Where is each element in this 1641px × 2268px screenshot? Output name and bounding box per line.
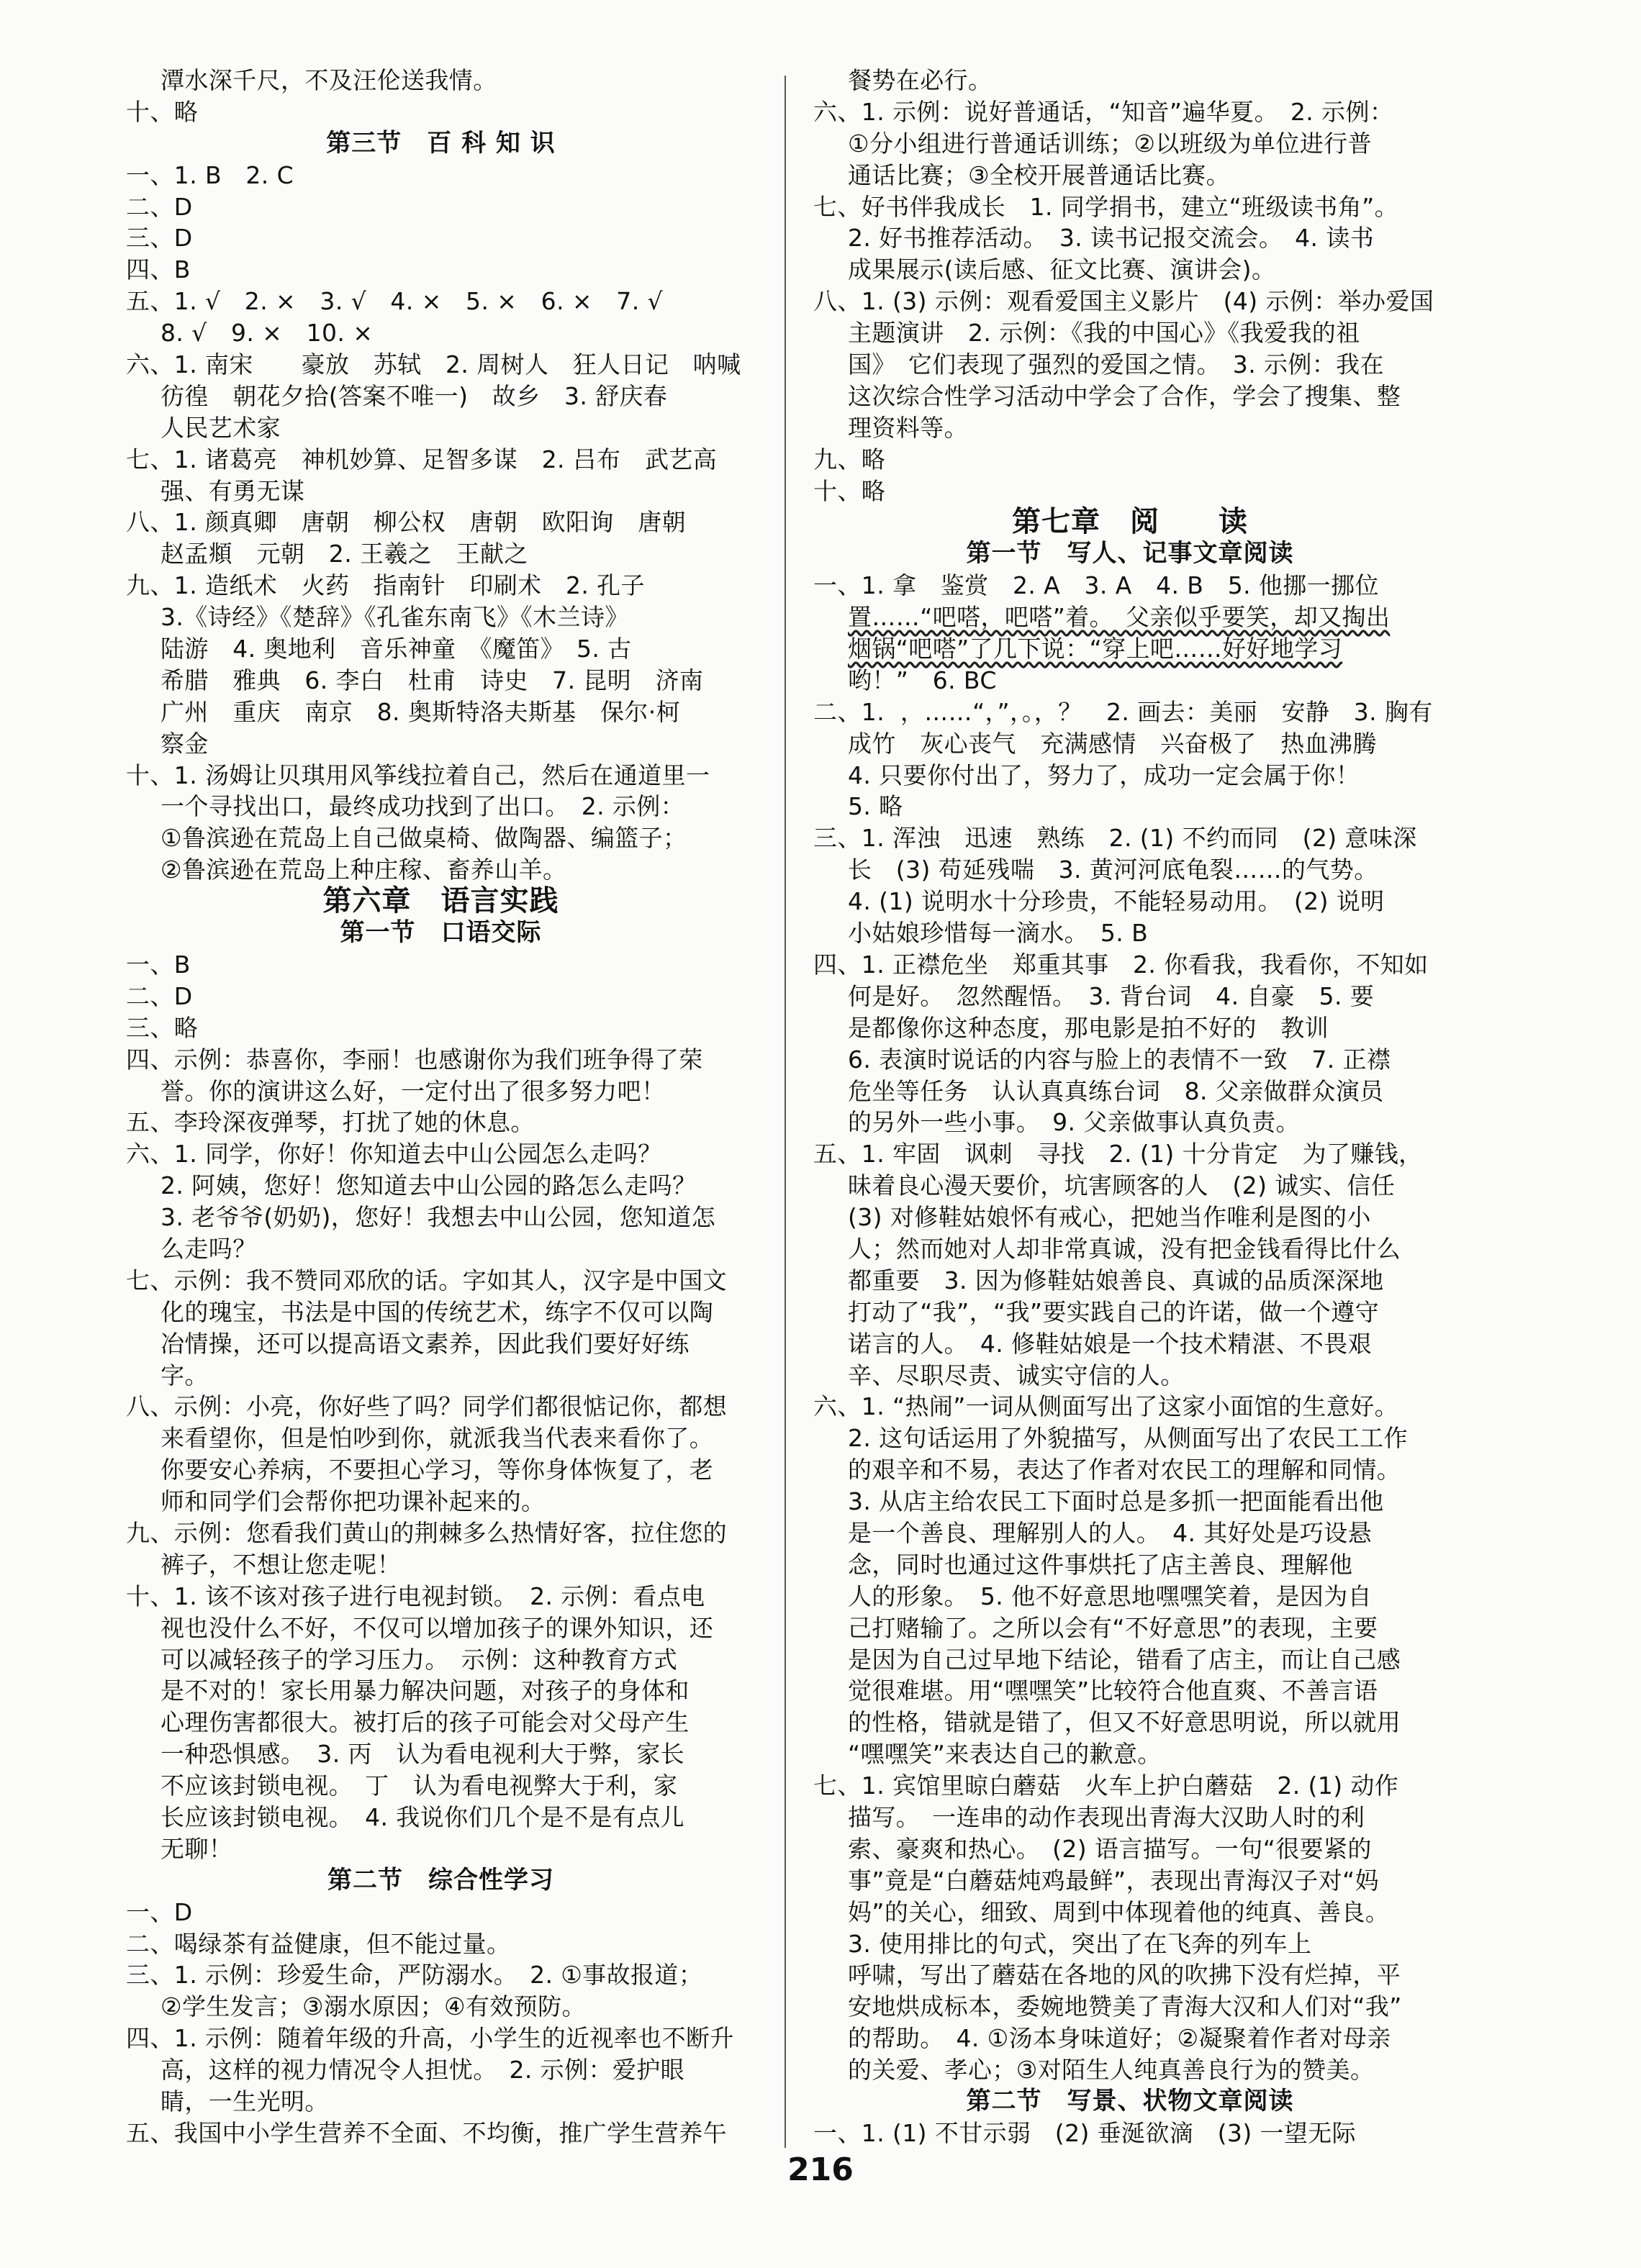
line-text: 七、好书伴我成长 1. 同学捐书，建立“班级读书角”。 xyxy=(813,192,1398,221)
line-text: 打动了“我”，“我”要实践自己的许诺，做一个遵守 xyxy=(848,1297,1379,1326)
answer-line xyxy=(126,1833,756,1865)
answer-line xyxy=(813,570,1447,602)
answer-line xyxy=(813,160,1447,191)
line-text: 一、D xyxy=(126,1897,193,1926)
answer-line xyxy=(813,822,1447,854)
answer-line xyxy=(813,854,1447,886)
answer-line xyxy=(813,1833,1447,1865)
answer-line xyxy=(126,2054,756,2086)
line-text: 裤子，不想让您走呢！ xyxy=(161,1550,401,1579)
line-text: 辛、尽职尽责、诚实守信的人。 xyxy=(848,1361,1185,1389)
line-text: 七、示例：我不赞同邓欣的话。字如其人，汉字是中国文 xyxy=(126,1266,727,1294)
answer-line xyxy=(813,191,1447,223)
line-text: 九、示例：您看我们黄山的荆棘多么热情好客，拉住您的 xyxy=(126,1518,727,1547)
line-text: 二、D xyxy=(126,981,193,1010)
line-text: ①鲁滨逊在荒岛上自己做桌椅、做陶器、编篮子； xyxy=(161,824,687,853)
answer-line xyxy=(126,602,756,633)
answer-line xyxy=(813,1518,1447,1549)
answer-line xyxy=(126,286,756,317)
answer-line xyxy=(813,65,1447,96)
answer-line xyxy=(126,191,756,223)
answer-line xyxy=(126,160,756,191)
answer-line xyxy=(126,65,756,96)
section-heading xyxy=(126,1865,756,1897)
answer-line xyxy=(813,1959,1447,1991)
answer-line xyxy=(813,1328,1447,1360)
line-text: 察金 xyxy=(161,729,209,758)
answer-line xyxy=(813,981,1447,1012)
answer-line xyxy=(813,1486,1447,1518)
line-text: 九、略 xyxy=(813,445,886,473)
answer-line xyxy=(126,1991,756,2023)
answer-line xyxy=(813,791,1447,822)
line-text: “嘿嘿笑”来表达自己的歉意。 xyxy=(848,1740,1162,1769)
line-text: 五、我国中小学生营养不全面、不均衡，推广学生营养午 xyxy=(126,2118,727,2147)
answer-line xyxy=(126,1707,756,1738)
line-text: 己打赌输了。之所以会有“不好意思”的表现，主要 xyxy=(848,1613,1378,1642)
answer-line xyxy=(813,222,1447,254)
line-text: 妈”的关心，细致、周到中体现着他的纯真、善良。 xyxy=(848,1897,1390,1926)
answer-line xyxy=(813,1612,1447,1644)
answer-line xyxy=(813,886,1447,917)
line-text: 2. 好书推荐活动。 3. 读书记报交流会。 4. 读书 xyxy=(848,224,1375,253)
line-text: 4. (1) 说明水十分珍贵，不能轻易动用。 (2) 说明 xyxy=(848,887,1385,916)
line-text: 的另外一些小事。 9. 父亲做事认真负责。 xyxy=(848,1108,1300,1137)
answer-line xyxy=(813,1581,1447,1612)
line-text: 国》 它们表现了强烈的爱国之情。 3. 示例：我在 xyxy=(848,350,1384,379)
answer-line xyxy=(126,1044,756,1076)
line-text: 诺言的人。 4. 修鞋姑娘是一个技术精湛、不畏艰 xyxy=(848,1329,1373,1358)
answer-line xyxy=(813,760,1447,791)
line-text: 成果展示(读后感、征文比赛、演讲会)。 xyxy=(848,255,1276,284)
line-text: ①分小组进行普通话训练；②以班级为单位进行普 xyxy=(848,129,1372,158)
chapter-heading xyxy=(126,886,756,917)
answer-line xyxy=(126,2118,756,2149)
line-text: 二、喝绿茶有益健康，但不能过量。 xyxy=(126,1929,511,1958)
line-text: 3. 老爷爷(奶奶)，您好！我想去中山公园，您知道怎 xyxy=(161,1203,716,1232)
line-text: 一种恐惧感。 3. 丙 认为看电视利大于弊，家长 xyxy=(161,1740,685,1769)
answer-line xyxy=(126,854,756,886)
line-text: 都重要 3. 因为修鞋姑娘善良、真诚的品质深深地 xyxy=(848,1266,1384,1294)
answer-line xyxy=(126,1423,756,1454)
answer-line xyxy=(126,949,756,981)
answer-line xyxy=(126,665,756,697)
line-text: 希腊 雅典 6. 李白 杜甫 诗史 7. 昆明 济南 xyxy=(161,666,704,694)
answer-line xyxy=(126,317,756,349)
line-text: 4. 只要你付出了，努力了，成功一定会属于你！ xyxy=(848,761,1360,789)
line-text: 无聊！ xyxy=(161,1834,233,1863)
answer-line xyxy=(813,697,1447,728)
line-text: 成竹 灰心丧气 充满感情 兴奋极了 热血沸腾 xyxy=(848,729,1377,758)
line-text: 第一节 写人、记事文章阅读 xyxy=(966,539,1294,568)
line-text: 是都像你这种态度，那电影是拍不好的 教训 xyxy=(848,1013,1329,1042)
answer-line xyxy=(126,570,756,602)
line-text: 六、1. “热闹”一词从侧面写出了这家小面馆的生意好。 xyxy=(813,1392,1398,1421)
line-text: 四、示例：恭喜你，李丽！也感谢你为我们班争得了荣 xyxy=(126,1045,703,1074)
line-text: 6. 表演时说话的内容与脸上的表情不一致 7. 正襟 xyxy=(848,1045,1391,1074)
line-text: 三、1. 示例：珍爱生命，严防溺水。 2. ①事故报道； xyxy=(126,1961,703,1990)
line-text: 一、1. 拿 鉴赏 2. A 3. A 4. B 5. 他挪一挪位 xyxy=(813,571,1379,600)
line-text: 六、1. 南宋 豪放 苏轼 2. 周树人 狂人日记 呐喊 xyxy=(126,350,741,379)
answer-line xyxy=(813,1802,1447,1833)
line-text: 来看望你，但是怕吵到你，就派我当代表来看你了。 xyxy=(161,1424,714,1453)
line-text: 2. 这句话运用了外貌描写，从侧面写出了农民工工作 xyxy=(848,1424,1408,1453)
line-text: 通话比赛；③全校开展普通话比赛。 xyxy=(848,160,1230,189)
answer-line xyxy=(813,1233,1447,1265)
line-text: 安地烘成标本，委婉地赞美了青海大汉和人们对“我” xyxy=(848,1992,1402,2021)
answer-line xyxy=(126,1107,756,1138)
line-text: 理资料等。 xyxy=(848,413,968,442)
line-text: 人的形象。 5. 他不好意思地嘿嘿笑着，是因为自 xyxy=(848,1582,1373,1610)
column-divider xyxy=(785,76,786,2148)
line-text: 描写。 一连串的动作表现出青海大汉助人时的利 xyxy=(848,1802,1365,1831)
answer-line xyxy=(126,507,756,538)
line-text: (3) 对修鞋姑娘怀有戒心，把她当作唯利是图的小 xyxy=(848,1203,1371,1232)
answer-line xyxy=(126,444,756,476)
left-column xyxy=(126,65,756,2149)
line-text: 是不对的！家长用暴力解决问题，对孩子的身体和 xyxy=(161,1677,690,1705)
line-text: 3. 使用排比的句式，突出了在飞奔的列车上 xyxy=(848,1929,1312,1958)
answer-line xyxy=(126,1675,756,1707)
answer-line xyxy=(813,1991,1447,2023)
answer-line xyxy=(126,1391,756,1423)
answer-line xyxy=(126,822,756,854)
line-text: 索、豪爽和热心。 (2) 语言描写。一句“很要紧的 xyxy=(848,1834,1372,1863)
answer-line xyxy=(813,633,1447,665)
line-text: 是一个善良、理解别人的人。 4. 其好处是巧设悬 xyxy=(848,1518,1373,1547)
line-text: 置……“吧嗒，吧嗒”着。 父亲似乎要笑，却又掏出 xyxy=(848,603,1391,632)
answer-line xyxy=(813,1738,1447,1770)
line-text: 八、示例：小亮，你好些了吗？同学们都很惦记你，都想 xyxy=(126,1392,727,1421)
answer-line xyxy=(813,1044,1447,1076)
line-text: 化的瑰宝，书法是中国的传统艺术，练字不仅可以陶 xyxy=(161,1297,714,1326)
line-text: 一个寻找出口，最终成功找到了出口。 2. 示例： xyxy=(161,792,685,821)
answer-line xyxy=(813,1865,1447,1897)
line-text: 何是好。 忽然醒悟。 3. 背台词 4. 自豪 5. 要 xyxy=(848,981,1375,1010)
answer-line xyxy=(813,2118,1447,2149)
line-text: 不应该封锁电视。 丁 认为看电视弊大于利，家 xyxy=(161,1772,678,1800)
answer-line xyxy=(813,1549,1447,1581)
line-text: 3.《诗经》《楚辞》《孔雀东南飞》《木兰诗》 xyxy=(161,603,629,632)
line-text: 第三节 百 科 知 识 xyxy=(326,128,556,158)
line-text: 这次综合性学习活动中学会了合作，学会了搜集、整 xyxy=(848,381,1401,410)
answer-line xyxy=(126,1581,756,1612)
answer-line xyxy=(126,1265,756,1297)
answer-line xyxy=(126,1644,756,1676)
line-text: 五、李玲深夜弹琴，打扰了她的休息。 xyxy=(126,1108,535,1137)
answer-line xyxy=(813,665,1447,697)
answer-line xyxy=(813,412,1447,444)
answer-line xyxy=(813,254,1447,286)
line-text: 烟锅“吧嗒”了几下说：“穿上吧……好好地学习 xyxy=(848,635,1343,663)
answer-line xyxy=(126,1328,756,1360)
answer-line xyxy=(813,949,1447,981)
line-text: 第二节 写景、状物文章阅读 xyxy=(966,2087,1294,2115)
answer-line xyxy=(813,2054,1447,2086)
answer-line xyxy=(126,1012,756,1044)
answer-line xyxy=(126,981,756,1012)
answer-line xyxy=(813,728,1447,760)
line-text: 二、1. ，……“，”，。，？ 2. 画去：美丽 安静 3. 胸有 xyxy=(813,697,1433,726)
line-text: 二、D xyxy=(126,192,193,221)
line-text: 九、1. 造纸术 火药 指南针 印刷术 2. 孔子 xyxy=(126,571,645,600)
line-text: 人；然而她对人却非常真诚，没有把金钱看得比什么 xyxy=(848,1234,1401,1263)
line-text: 十、1. 汤姆让贝琪用风筝线拉着自己，然后在通道里一 xyxy=(126,761,710,789)
line-text: 小姑娘珍惜每一滴水。 5. B xyxy=(848,919,1149,948)
answer-line xyxy=(126,1233,756,1265)
line-text: 三、略 xyxy=(126,1013,199,1042)
answer-line xyxy=(813,1454,1447,1486)
line-text: 五、1. 牢固 讽刺 寻找 2. (1) 十分肯定 为了赚钱， xyxy=(813,1140,1423,1169)
answer-line xyxy=(813,1391,1447,1423)
answer-line xyxy=(126,412,756,444)
line-text: 睛，一生光明。 xyxy=(161,2087,329,2115)
line-text: 的性格，错就是错了，但又不好意思明说，所以就用 xyxy=(848,1708,1401,1737)
line-text: 誉。你的演讲这么好，一定付出了很多努力吧！ xyxy=(161,1076,666,1105)
line-text: 冶情操，还可以提高语文素养，因此我们要好好练 xyxy=(161,1329,690,1358)
answer-line xyxy=(813,1138,1447,1170)
line-text: 心理伤害都很大。被打后的孩子可能会对父母产生 xyxy=(161,1708,690,1737)
line-text: 十、略 xyxy=(126,97,199,126)
answer-line xyxy=(813,1928,1447,1960)
line-text: 长 (3) 苟延残喘 3. 黄河河底龟裂……的气势。 xyxy=(848,856,1378,884)
section-heading xyxy=(126,128,756,160)
line-text: 字。 xyxy=(161,1361,209,1389)
line-text: 三、D xyxy=(126,224,193,253)
line-text: 人民艺术家 xyxy=(161,413,281,442)
line-text: 八、1. (3) 示例：观看爱国主义影片 (4) 示例：举办爱国 xyxy=(813,287,1434,316)
answer-line xyxy=(126,1928,756,1960)
answer-line xyxy=(126,728,756,760)
line-text: 一、1. B 2. C xyxy=(126,160,294,189)
answer-line xyxy=(813,1265,1447,1297)
answer-line xyxy=(126,1770,756,1802)
answer-line xyxy=(813,1107,1447,1138)
line-text: 十、1. 该不该对孩子进行电视封锁。 2. 示例：看点电 xyxy=(126,1582,705,1610)
section-heading xyxy=(813,2086,1447,2118)
answer-line xyxy=(813,1897,1447,1928)
answer-line xyxy=(813,349,1447,381)
answer-line xyxy=(126,381,756,412)
line-text: 陆游 4. 奥地利 音乐神童 《魔笛》 5. 古 xyxy=(161,635,632,663)
answer-line xyxy=(813,2023,1447,2054)
line-text: 危坐等任务 认认真真练台词 8. 父亲做群众演员 xyxy=(848,1076,1384,1105)
answer-line xyxy=(813,602,1447,633)
answer-line xyxy=(126,1897,756,1928)
line-text: 念，同时也通过这件事烘托了店主善良、理解他 xyxy=(848,1550,1353,1579)
answer-line xyxy=(813,1644,1447,1676)
line-text: 是因为自己过早地下结论，错看了店主，而让自己感 xyxy=(848,1645,1401,1674)
line-text: 第一节 口语交际 xyxy=(340,918,542,948)
answer-line xyxy=(126,476,756,507)
answer-line xyxy=(813,128,1447,160)
line-text: 餐势在必行。 xyxy=(848,66,993,94)
line-text: 潭水深千尺，不及汪伦送我情。 xyxy=(161,66,497,94)
line-text: 长应该封锁电视。 4. 我说你们几个是不是有点儿 xyxy=(161,1802,685,1831)
answer-line xyxy=(126,1486,756,1518)
answer-line xyxy=(126,2023,756,2054)
answer-line xyxy=(126,1297,756,1328)
answer-line xyxy=(126,1738,756,1770)
line-text: 视也没什么不好，不仅可以增加孩子的课外知识，还 xyxy=(161,1613,714,1642)
line-text: 事”竟是“白蘑菇炖鸡最鲜”，表现出青海汉子对“妈 xyxy=(848,1866,1379,1895)
line-text: 师和同学们会帮你把功课补起来的。 xyxy=(161,1487,546,1516)
line-text: 强、有勇无谋 xyxy=(161,476,305,505)
line-text: ②鲁滨逊在荒岛上种庄稼、畜养山羊。 xyxy=(161,856,567,884)
answer-line xyxy=(126,697,756,728)
answer-line xyxy=(126,1549,756,1581)
line-text: 广州 重庆 南京 8. 奥斯特洛夫斯基 保尔·柯 xyxy=(161,697,681,726)
line-text: 3. 从店主给农民工下面时总是多抓一把面能看出他 xyxy=(848,1487,1384,1516)
line-text: 彷徨 朝花夕拾(答案不唯一) 故乡 3. 舒庆春 xyxy=(161,381,668,410)
line-text: ②学生发言；③溺水原因；④有效预防。 xyxy=(161,1992,586,2021)
answer-line xyxy=(126,1518,756,1549)
section-heading xyxy=(813,538,1447,570)
answer-line xyxy=(126,1454,756,1486)
line-text: 三、1. 浑浊 迅速 熟练 2. (1) 不约而同 (2) 意味深 xyxy=(813,824,1417,853)
answer-line xyxy=(813,476,1447,507)
line-text: 昧着良心漫天要价，坑害顾客的人 (2) 诚实、信任 xyxy=(848,1171,1396,1200)
answer-line xyxy=(126,349,756,381)
answer-line xyxy=(813,917,1447,949)
answer-line xyxy=(813,1202,1447,1233)
line-text: 么走吗？ xyxy=(161,1234,257,1263)
line-text: 赵孟頫 元朝 2. 王羲之 王献之 xyxy=(161,540,528,568)
line-text: 的帮助。 4. ①汤本身味道好；②凝聚着作者对母亲 xyxy=(848,2024,1391,2053)
section-heading xyxy=(126,917,756,949)
line-text: 觉很难堪。用“嘿嘿笑”比较符合他直爽、不善言语 xyxy=(848,1677,1378,1705)
line-text: 第六章 语言实践 xyxy=(322,884,559,918)
answer-line xyxy=(813,1076,1447,1107)
line-text: 的关爱、孝心；③对陌生人纯真善良行为的赞美。 xyxy=(848,2056,1375,2085)
answer-line xyxy=(126,1959,756,1991)
line-text: 第七章 阅 读 xyxy=(1012,505,1248,539)
answer-line xyxy=(813,381,1447,412)
answer-line xyxy=(813,1012,1447,1044)
line-text: 七、1. 诸葛亮 神机妙算、足智多谋 2. 吕布 武艺高 xyxy=(126,445,718,473)
line-text: 哟！” 6. BC xyxy=(848,666,997,694)
answer-line xyxy=(813,1423,1447,1454)
line-text: 2. 阿姨，您好！您知道去中山公园的路怎么走吗？ xyxy=(161,1171,697,1200)
answer-line xyxy=(126,2086,756,2118)
answer-line xyxy=(813,1360,1447,1392)
line-text: 四、B xyxy=(126,255,191,284)
line-text: 高，这样的视力情况令人担忧。 2. 示例：爱护眼 xyxy=(161,2056,685,2085)
answer-line xyxy=(126,1076,756,1107)
line-text: 呼啸，写出了蘑菇在各地的风的吹拂下没有烂掉，平 xyxy=(848,1961,1401,1990)
answer-line xyxy=(813,1170,1447,1202)
line-text: 8. √ 9. × 10. × xyxy=(161,319,374,348)
line-text: 四、1. 正襟危坐 郑重其事 2. 你看我，我看你，不知如 xyxy=(813,950,1429,979)
answer-line xyxy=(126,791,756,822)
line-text: 八、1. 颜真卿 唐朝 柳公权 唐朝 欧阳询 唐朝 xyxy=(126,508,686,537)
answer-line xyxy=(126,96,756,128)
answer-line xyxy=(126,222,756,254)
line-text: 5. 略 xyxy=(848,792,903,821)
right-column xyxy=(813,65,1447,2149)
answer-line xyxy=(126,1802,756,1833)
answer-line xyxy=(813,444,1447,476)
answer-line xyxy=(813,286,1447,317)
line-text: 六、1. 同学，你好！你知道去中山公园怎么走吗？ xyxy=(126,1140,662,1169)
answer-line xyxy=(813,1675,1447,1707)
answer-line xyxy=(126,1170,756,1202)
line-text: 第二节 综合性学习 xyxy=(327,1865,554,1895)
line-text: 四、1. 示例：随着年级的升高，小学生的近视率也不断升 xyxy=(126,2024,734,2053)
answer-line xyxy=(126,538,756,570)
answer-line xyxy=(126,254,756,286)
answer-line xyxy=(126,1612,756,1644)
line-text: 一、1. (1) 不甘示弱 (2) 垂涎欲滴 (3) 一望无际 xyxy=(813,2118,1357,2147)
answer-line xyxy=(813,96,1447,128)
answer-line xyxy=(813,317,1447,349)
answer-line xyxy=(126,1360,756,1392)
line-text: 五、1. √ 2. × 3. √ 4. × 5. × 6. × 7. √ xyxy=(126,287,663,316)
answer-line xyxy=(813,1707,1447,1738)
answer-line xyxy=(813,1770,1447,1802)
answer-line xyxy=(126,1138,756,1170)
page-number: 216 xyxy=(787,2151,854,2188)
answer-line xyxy=(126,760,756,791)
chapter-heading xyxy=(813,507,1447,538)
line-text: 的艰辛和不易，表达了作者对农民工的理解和同情。 xyxy=(848,1456,1401,1484)
line-text: 主题演讲 2. 示例：《我的中国心》《我爱我的祖 xyxy=(848,319,1360,348)
line-text: 可以减轻孩子的学习压力。 示例：这种教育方式 xyxy=(161,1645,678,1674)
answer-line xyxy=(126,1202,756,1233)
line-text: 六、1. 示例：说好普通话，“知音”遍华夏。 2. 示例： xyxy=(813,97,1394,126)
line-text: 十、略 xyxy=(813,476,886,505)
answer-line xyxy=(126,633,756,665)
answer-line xyxy=(813,1297,1447,1328)
line-text: 一、B xyxy=(126,950,191,979)
line-text: 你要安心养病，不要担心学习，等你身体恢复了，老 xyxy=(161,1456,714,1484)
line-text: 七、1. 宾馆里晾白蘑菇 火车上护白蘑菇 2. (1) 动作 xyxy=(813,1772,1399,1800)
